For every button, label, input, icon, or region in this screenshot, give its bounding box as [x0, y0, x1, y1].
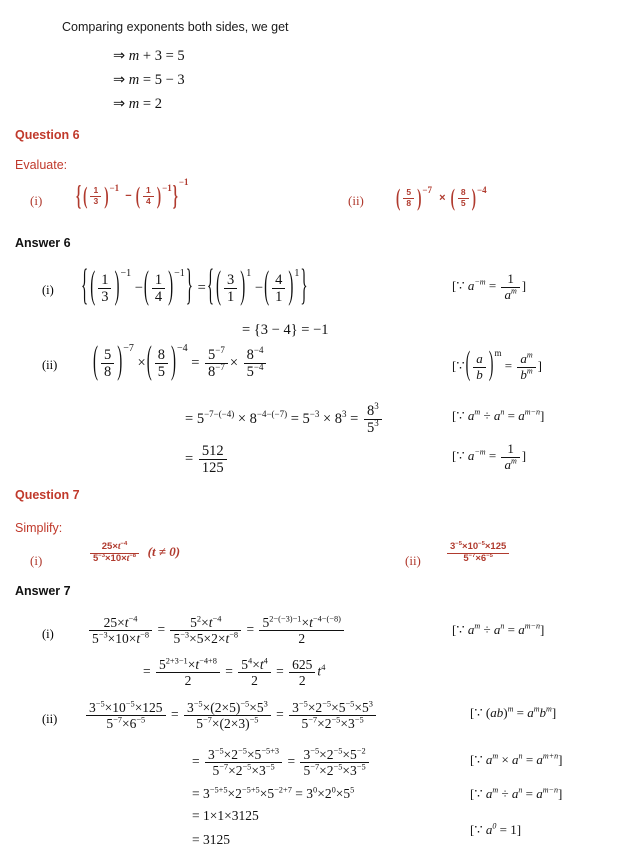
answer-6-heading: Answer 6 — [15, 236, 71, 250]
a6ii-l3-eq: = — [185, 451, 194, 468]
q6ii-times: × — [439, 191, 446, 204]
q6ii-f1-num: 5 — [406, 187, 412, 197]
a6i-note-eq: = — [488, 278, 497, 294]
a6ii-f1-den: 8 — [101, 363, 114, 380]
q7ii-d2-base: 6 — [480, 552, 487, 564]
a7i-l2-f3-num: 625 — [292, 657, 313, 672]
intro-step-3-rest: = 2 — [139, 96, 162, 112]
a6ii-l2-t4-base: 8 — [334, 411, 343, 428]
answer-7-part-i-label: (i) — [42, 627, 54, 641]
implies-arrow: ⇒ — [113, 72, 126, 88]
brace-open: { — [206, 264, 215, 311]
a7ii-note2-right: a — [512, 752, 519, 767]
paren-open: ( — [135, 180, 141, 210]
question-6-instruction: Evaluate: — [15, 158, 68, 172]
a6ii-r2-num-base: 8 — [246, 347, 254, 363]
a7i-note-right-exp: n — [500, 621, 505, 631]
a7i-e2-den-mid: ×5×2× — [189, 631, 226, 647]
a7ii-note1-m: m — [507, 704, 514, 714]
a7ii-note3-res: a — [536, 786, 543, 801]
a6i-note-num: 1 — [507, 271, 514, 286]
answer-6-part-i-label: (i) — [42, 283, 54, 297]
answer-7-ii-line-4: = 1×1×3125 — [192, 808, 259, 823]
answer-6-ii-line-1 — [92, 341, 268, 384]
answer-7-i-line-1: $\frac{25\times t^{-4}}{5^{-3}\times 10\times t^{-8}}$ = $\frac{5^2\times t^{-4}}{5^{-3}\times 5\times 2\times t^{-8}}$ = $\frac{5^{2-(-3)-1}\times t^{-4-(-8)}}{2}$ — [87, 615, 346, 646]
intro-step-1-var: m — [128, 48, 140, 64]
intro-step-2-var: m — [128, 72, 140, 88]
question-6-part-ii-label: (ii) — [348, 193, 364, 208]
a7i-l2-f2-num-var: t — [259, 657, 264, 672]
answer-6-i-note: [∵ $a^{-m}$ = $\frac{1}{a^m}$ ] — [452, 271, 527, 302]
answer-7-ii-line-2: = $\frac{3^{-5}\times 2^{-5}\times 5^{-5+3}}{5^{-7}\times 2^{-5}\times 3^{-5}}$ = $\frac{3^{-5}\times 2^{-5}\times 5^{-2}}{5^{-7}\times 2^{-5}\times 3^{-5}}$ — [192, 747, 371, 778]
a7ii-eq1: = — [170, 706, 179, 722]
a6ii-note3-base: a — [467, 448, 475, 464]
a7ii-note1-eq: = — [516, 705, 524, 720]
a7i-e2-den-base: 5 — [173, 631, 181, 647]
paren-open: ( — [264, 266, 270, 309]
q7ii-n1-exp: −5 — [455, 540, 462, 547]
q6i-f1-exp: −1 — [109, 183, 120, 193]
a7i-e3-num-vexp: −4−(−8) — [312, 614, 341, 624]
a7i-l2-f2-den: 2 — [238, 672, 271, 688]
intro-step-2 — [113, 72, 185, 89]
because-symbol: ∵ — [474, 705, 483, 720]
intro-step-3-var: m — [128, 96, 140, 112]
paren-open: ( — [396, 182, 401, 212]
a7i-e1-den-exp: −3 — [98, 630, 108, 640]
a6ii-l2-fden-base: 5 — [366, 420, 375, 437]
a7i-e3-num-exp: 2−(−3)−1 — [269, 614, 302, 624]
a6i-f2-den: 4 — [152, 288, 165, 305]
a6i-note-den-exp: m — [510, 286, 517, 296]
a6ii-l2-t1-base: 5 — [196, 411, 205, 428]
a6ii-note3-den-exp: m — [510, 456, 517, 466]
paren-open: ( — [450, 182, 455, 212]
a7i-e2-num-base: 5 — [190, 615, 197, 630]
a7i-l2-f1-num-vexp: −4+8 — [199, 656, 217, 666]
because-symbol: ∵ — [474, 786, 483, 801]
a6ii-l2-t4-exp: 3 — [342, 409, 347, 420]
implies-arrow: ⇒ — [113, 96, 126, 112]
paren-close: ) — [288, 266, 294, 309]
a7i-e1-num-a: 25× — [103, 615, 125, 630]
q6ii-f2-num: 8 — [460, 187, 466, 197]
a6ii-r1-num-base: 5 — [208, 347, 216, 363]
brace-open: { — [76, 178, 82, 212]
q7i-den-a: 5 — [93, 552, 99, 564]
a7i-e1-num-var: t — [124, 615, 129, 630]
q6i-f2-den: 4 — [143, 196, 154, 207]
a7ii-note3-right: a — [511, 786, 519, 801]
q7ii-d1-exp: −7 — [468, 552, 476, 559]
a7ii-note4-base: a — [485, 822, 493, 837]
intro-step-1 — [113, 48, 185, 65]
a6ii-f2-num: 8 — [157, 347, 165, 363]
intro-text: Comparing exponents both sides, we get — [62, 20, 289, 34]
a6i-note-exp: −m — [474, 277, 486, 287]
a7i-e2-den-exp: −3 — [180, 630, 190, 640]
a7i-note-eq: = — [507, 622, 515, 637]
a6ii-equals: = — [191, 355, 200, 372]
a7i-l2-f3-den: 2 — [289, 672, 315, 688]
q7ii-d1-base: 5 — [463, 552, 469, 564]
a6ii-l3-num: 512 — [201, 443, 224, 459]
a7i-note-res-exp: m−n — [524, 621, 540, 631]
a7ii-eq2: = — [276, 706, 284, 722]
question-7-part-ii-label: (ii) — [405, 553, 421, 568]
a6ii-note1-eq: = — [504, 358, 513, 374]
a6i-minus: − — [134, 280, 143, 297]
paren-close: ) — [240, 266, 246, 309]
paren-open: ( — [93, 341, 98, 384]
a7ii-note2-left: a — [485, 752, 493, 767]
a6ii-l2-times: × — [237, 411, 247, 428]
a6i-equals: = — [197, 280, 206, 297]
a7i-e2-num-var: t — [208, 615, 213, 630]
a7ii-note1-b: b — [539, 705, 547, 720]
a6ii-note2-res: a — [518, 408, 525, 423]
paren-open: ( — [83, 180, 88, 210]
answer-7-ii-note-1: [∵ $(ab)^m = a^mb^m$] — [470, 704, 557, 720]
paren-close: ) — [114, 266, 120, 309]
a7i-note-left-exp: m — [474, 621, 481, 631]
q6ii-f1-den: 8 — [403, 198, 414, 209]
a7ii-note3-left-exp: m — [492, 785, 499, 795]
paren-close: ) — [156, 180, 162, 210]
because-symbol: ∵ — [456, 408, 465, 423]
question-7-part-i-label: (i) — [30, 553, 43, 568]
answer-6-i-line-2: = {3 − 4} = −1 — [242, 322, 329, 338]
a7ii-note1-a-exp: m — [533, 704, 540, 714]
a6ii-l2-times2: × — [322, 411, 332, 428]
a6ii-l2-fnum-exp: 3 — [374, 401, 379, 412]
a7i-e1-num-exp: −4 — [128, 614, 138, 624]
a6ii-l2-eq2: = — [290, 411, 299, 428]
brace-open: { — [81, 264, 89, 311]
a6i-f4-den: 1 — [272, 288, 285, 305]
a6ii-r1-num-exp: −7 — [215, 345, 225, 356]
a6ii-f2-den: 5 — [155, 363, 168, 380]
because-symbol: ∵ — [456, 622, 465, 637]
q7ii-d2-exp: −5 — [486, 552, 493, 559]
a7ii-note1-a: a — [527, 705, 534, 720]
a6i-note-den-base: a — [504, 286, 511, 302]
a6ii-l2-fnum-base: 8 — [366, 403, 375, 419]
a7ii-note3-left: a — [485, 786, 493, 801]
a7ii-note2-eq: = — [525, 752, 534, 767]
a6i-note-base: a — [467, 278, 475, 294]
q7ii-n2-exp: −5 — [478, 540, 485, 547]
a6ii-note2-right-exp: n — [500, 407, 505, 417]
paren-open: ( — [146, 341, 152, 384]
q7ii-times-a: × — [462, 541, 468, 552]
question-6-part-i-expression — [75, 177, 189, 212]
q7i-den-exp: −8 — [129, 552, 137, 559]
a6ii-r1-den-base: 8 — [208, 364, 216, 381]
answer-6-ii-line-2 — [185, 403, 384, 436]
q7ii-times-b: × — [484, 541, 491, 552]
a6ii-note1-m: m — [494, 348, 502, 358]
a6i-f1-den: 3 — [98, 288, 111, 305]
a6i-f1-num: 1 — [101, 272, 109, 288]
a7i-e2-den-vexp: −8 — [229, 630, 239, 640]
a6ii-l2-eq3: = — [350, 411, 359, 428]
a7i-e2-den-var: t — [225, 631, 230, 647]
a6ii-l2-t3-exp: −3 — [309, 409, 320, 420]
a7ii-note2-res-exp: m+n — [542, 751, 559, 761]
a7i-eq1: = — [157, 621, 166, 637]
question-7-part-ii-expression — [445, 542, 511, 564]
q6ii-f2-den: 5 — [458, 198, 469, 209]
answer-6-ii-note-1: [∵( $\frac{a}{b}$ )m = $\frac{a^m}{b^m}$ ] — [452, 352, 542, 382]
a6ii-l2-t2-exp: −4−(−7) — [256, 409, 288, 420]
answer-7-ii-line-1: $\frac{3^{-5}\times 10^{-5}\times 125}{5^{-7}\times 6^{-5}}$ = $\frac{3^{-5}\times(2\times 5)^{-5}\times 5^3}{5^{-7}\times(2\times 3)^{-5}}$ = $\frac{3^{-5}\times 2^{-5}\times 5^{-5}\times 5^3}{5^{-7}\times 2^{-5}\times 3^{-5}}$ — [84, 700, 378, 731]
a7ii-note2-res: a — [536, 752, 543, 767]
paren-close: ) — [117, 341, 123, 384]
a6ii-times-2: × — [229, 355, 239, 372]
a6i-f2-exp: −1 — [174, 268, 185, 279]
a6ii-note2-left: a — [467, 408, 475, 423]
a6ii-l3-den: 125 — [199, 459, 227, 476]
a6i-f4-exp: 1 — [294, 268, 300, 279]
a6ii-r2-den-base: 5 — [246, 364, 254, 381]
paren-close: ) — [488, 347, 494, 384]
a6ii-f1-exp: −7 — [123, 343, 134, 354]
question-7-instruction: Simplify: — [15, 521, 63, 535]
a7ii-note1-b-exp: m — [546, 704, 552, 714]
a6ii-f1-num: 5 — [104, 347, 112, 363]
a7i-l2-f1-num-base: 5 — [159, 657, 166, 672]
a6ii-note1-a: a — [476, 351, 483, 366]
q6i-f1-den: 3 — [90, 196, 101, 207]
a6ii-note3-den-base: a — [504, 456, 511, 472]
because-symbol: ∵ — [474, 752, 483, 767]
a6ii-times: × — [137, 355, 146, 372]
a6ii-note1-rden-base: b — [520, 366, 527, 382]
a7i-e3-num-base: 5 — [262, 615, 270, 630]
a7i-e1-den-vexp: −8 — [140, 630, 150, 640]
answer-7-ii-line-5: = 3125 — [192, 832, 230, 847]
a6i-f4-num: 4 — [275, 272, 283, 288]
a6ii-l2-eq: = — [185, 411, 194, 428]
answer-6-part-ii-label: (ii) — [42, 358, 58, 372]
q7i-num-a: 25× — [101, 541, 118, 552]
paren-close: ) — [104, 180, 109, 210]
a6ii-note1-rden-exp: m — [526, 366, 533, 376]
because-symbol: ∵ — [474, 822, 483, 837]
answer-6-ii-note-2: [∵ $a^m \div a^n = a^{m-n}$] — [452, 407, 545, 423]
a6i-f1-exp: −1 — [120, 268, 132, 279]
answer-7-i-note: [∵ $a^m \div a^n = a^{m-n}$] — [452, 621, 545, 637]
q6ii-f2-exp: −4 — [476, 185, 487, 195]
brace-close: } — [300, 264, 308, 311]
implies-arrow: ⇒ — [113, 48, 126, 64]
paren-close: ) — [417, 182, 422, 212]
a6ii-note2-left-exp: m — [474, 407, 481, 417]
a6ii-note1-b: b — [473, 367, 486, 383]
a6ii-l2-fden-exp: 3 — [374, 418, 379, 429]
question-6-heading: Question 6 — [15, 128, 80, 142]
a7i-e1-den-var: t — [136, 631, 141, 647]
a7ii-note2-left-exp: m — [492, 751, 499, 761]
answer-7-ii-note-4: [∵ $a^0 = 1$] — [470, 821, 522, 837]
q6i-outer-exp: −1 — [178, 177, 189, 187]
q7i-num-exp: −4 — [120, 540, 128, 547]
a7ii-note3-res-exp: m−n — [542, 785, 558, 795]
a7i-l2-f2-num-base: 5 — [241, 657, 249, 672]
a6ii-l2-t2-base: 8 — [249, 411, 257, 428]
brace-close: } — [172, 178, 178, 212]
a6ii-r2-num-exp: −4 — [253, 345, 264, 356]
because-symbol: ∵ — [456, 278, 465, 294]
a7i-e3-den: 2 — [259, 630, 343, 646]
a6ii-note2-res-exp: m−n — [524, 407, 540, 417]
paren-close: ) — [170, 341, 176, 384]
answer-7-heading: Answer 7 — [15, 584, 71, 598]
q7i-den-b: ×10× — [105, 552, 127, 564]
a6i-minus-2: − — [254, 280, 264, 297]
answer-6-i-line-1 — [80, 264, 309, 311]
q7ii-n2-base: 10 — [467, 541, 479, 552]
q6i-f2-exp: −1 — [162, 183, 172, 193]
a6ii-note3-eq: = — [488, 448, 497, 464]
q6i-operator: − — [125, 189, 132, 202]
a6ii-note2-eq: = — [507, 408, 515, 423]
paren-open: ( — [465, 347, 471, 384]
because-symbol: ∵ — [456, 358, 465, 374]
because-symbol: ∵ — [456, 448, 465, 464]
a7i-eq2: = — [246, 621, 255, 637]
a6ii-f2-exp: −4 — [176, 343, 188, 354]
a7i-l2-tail-exp: 4 — [321, 663, 326, 673]
a6ii-note3-exp: −m — [474, 447, 486, 457]
a7i-note-div: ÷ — [483, 622, 491, 637]
a6i-f3-den: 1 — [224, 288, 237, 305]
a6ii-note1-rnum-exp: m — [526, 350, 533, 360]
a7i-l2-f2-num-vexp: 4 — [263, 656, 268, 666]
a6ii-note2-div: ÷ — [483, 408, 491, 423]
a7i-l2-tail-var: t — [317, 663, 322, 679]
answer-7-part-ii-label: (ii) — [42, 712, 58, 726]
paren-open: ( — [216, 266, 222, 309]
a6ii-note3-num: 1 — [507, 441, 514, 456]
a7ii-note2-times: × — [501, 752, 509, 767]
q7i-num-var: t — [117, 542, 121, 552]
a6ii-note2-right: a — [493, 408, 501, 423]
q6i-f1-num: 1 — [93, 185, 99, 195]
a6i-f2-num: 1 — [154, 272, 163, 288]
q6ii-f1-exp: −7 — [422, 185, 433, 195]
q7ii-times-c: × — [475, 552, 481, 564]
answer-7-ii-line-3: = $3^{-5+5}\times 2^{-5+5}\times 5^{-2+7} = 3^0\times 2^0\times 5^5$ — [192, 785, 355, 801]
answer-7-ii-note-3: [∵ $a^m \div a^n = a^{m-n}$] — [470, 785, 563, 801]
a6ii-note1-rnum-base: a — [520, 351, 527, 366]
a7i-e3-num-var: t — [309, 615, 313, 630]
a7i-l2-eq1: = — [225, 663, 233, 679]
a7i-l2-f1-num-var: t — [195, 657, 200, 672]
a6i-f3-exp: 1 — [246, 268, 252, 279]
a7i-note-res: a — [518, 622, 525, 637]
a6ii-r1-den-exp: −7 — [215, 362, 225, 373]
a6i-f3-num: 3 — [227, 272, 235, 288]
answer-7-ii-note-2: [∵ $a^m \times a^n = a^{m+n}$] — [470, 751, 563, 767]
a7i-l2-f2-num-exp: 4 — [248, 656, 253, 666]
a7i-e1-den-mid: ×10× — [107, 631, 137, 647]
a7i-e2-num-exp: 2 — [196, 614, 202, 624]
question-7-part-i-expression — [88, 542, 180, 564]
q7i-den-a-exp: −3 — [98, 552, 105, 559]
a7ii-note4-exp: 0 — [492, 821, 497, 831]
q7i-condition: (t ≠ 0) — [147, 543, 181, 559]
a7i-e2-num-vexp: −4 — [212, 614, 222, 624]
paren-open: ( — [90, 266, 96, 309]
a7i-e1-den-base: 5 — [92, 631, 99, 647]
answer-7-i-line-2: = $\frac{5^{2+3-1}\times t^{-4+8}}{2}$ = $\frac{5^4\times t^4}{2}$ = $\frac{625}{2}$ $t^4$ — [143, 656, 326, 689]
answer-6-ii-note-3: [∵ $a^{-m}$ = $\frac{1}{a^m}$ ] — [452, 441, 527, 472]
a7i-note-left: a — [467, 622, 475, 637]
q7ii-n1-base: 3 — [450, 541, 456, 552]
question-6-part-i-label: (i) — [30, 193, 43, 208]
q7ii-n3-base: 125 — [490, 541, 507, 552]
a7i-l2-eq2: = — [276, 663, 284, 679]
paren-open: ( — [143, 266, 149, 309]
a7i-note-right: a — [493, 622, 501, 637]
a7ii-note4-eq: = 1 — [499, 822, 517, 837]
answer-6-ii-line-3 — [185, 443, 229, 476]
a6ii-l2-t1-exp: −7−(−4) — [204, 409, 235, 420]
paren-close: ) — [168, 266, 174, 309]
a7ii-note3-div: ÷ — [501, 786, 509, 801]
a7i-l2-f1-num-exp: 2+3−1 — [165, 656, 188, 666]
a7ii-note1-ab: ab — [490, 705, 504, 720]
intro-step-1-rest: + 3 = 5 — [139, 48, 185, 64]
question-6-part-ii-expression — [395, 182, 487, 212]
a7ii-note3-right-exp: n — [518, 785, 523, 795]
paren-close: ) — [471, 182, 476, 212]
a6ii-r2-den-exp: −4 — [253, 362, 264, 373]
a7i-l2-f1-den: 2 — [156, 672, 220, 688]
brace-close: } — [185, 264, 193, 311]
intro-step-3 — [113, 96, 162, 113]
a6ii-l2-t3-base: 5 — [302, 411, 310, 428]
a7ii-note3-eq: = — [525, 786, 533, 801]
q6i-f2-num: 1 — [146, 185, 151, 195]
a7ii-note2-right-exp: n — [518, 751, 523, 761]
intro-step-2-rest: = 5 − 3 — [139, 72, 185, 88]
q7i-den-var: t — [126, 553, 130, 564]
a7i-l2-eq0: = — [143, 663, 151, 679]
question-7-heading: Question 7 — [15, 488, 80, 502]
